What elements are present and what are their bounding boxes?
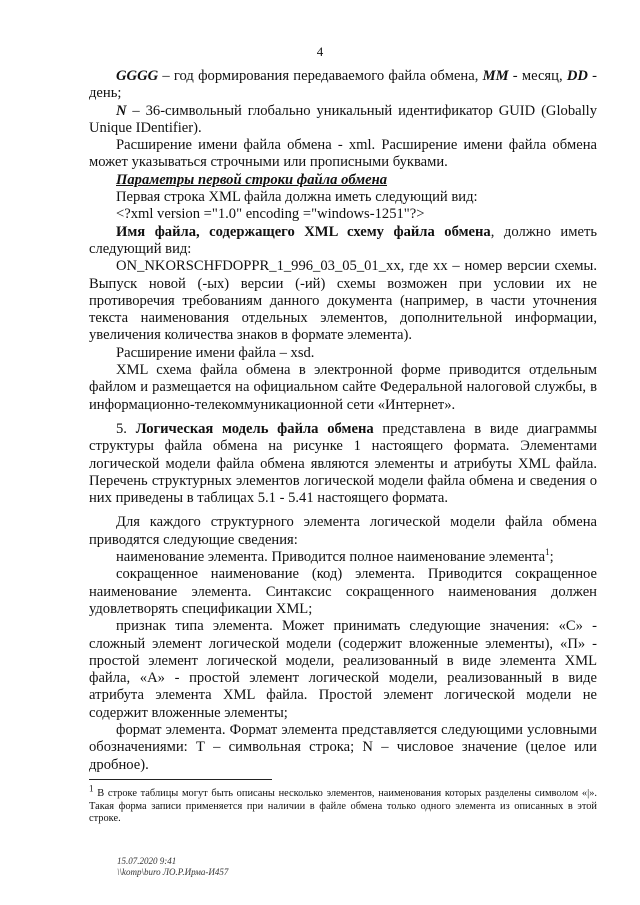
dd-term: DD [566, 68, 588, 84]
print-stamp-path: \\komp\buro ЛО.Р.Ирма-И457 [117, 867, 229, 877]
footnote [89, 783, 597, 826]
paragraph-extension-xml: Расширение имени файла обмена - xml. Расширение имени файла обмена может указываться строчными или прописными буквами. [89, 137, 597, 171]
print-stamp-date: 15.07.2020 9:41 [117, 856, 177, 866]
paragraph-guid [89, 103, 597, 138]
first-line-heading: Параметры первой строки файла обмена [116, 171, 388, 188]
schema-name-bold: Имя файла, содержащего XML схему файла обмена [116, 223, 491, 240]
element-name-end: ; [549, 549, 554, 566]
logical-model-bold: Логическая модель файла обмена [135, 420, 374, 437]
paragraph-schema-version: ON_NKORSCHFDOPPR_1_996_03_05_01_xx, где хх – номер версии схемы. Выпуск новой (-ых) версии (-ий) схемы возможен при условии их не противоречия требованиям данного документа (например, в части уточнения текста наименования отдельных элементов, дополнительной информации, увеличения количества знаков в формате элемента). [89, 258, 597, 344]
paragraph-element-info: Для каждого структурного элемента логической модели файла обмена приводятся следующие сведения: [89, 514, 597, 548]
mm-text: - месяц, [508, 68, 567, 84]
footnote-ref: 1 [545, 547, 550, 558]
footnote-body: В строке таблицы могут быть описаны несколько элементов, наименования которых разделены символом «|». Такая форма записи применяется при наличии в файле обмена только одного элемента из описанных в этой строке. [89, 788, 597, 824]
page-number: 4 [316, 44, 324, 59]
gggg-term: GGGG [116, 68, 159, 84]
paragraph-type-flag: признак типа элемента. Может принимать следующие значения: «С» - сложный элемент логической модели (содержит вложенные элементы), «П» - простой элемент логической модели, реализованный в виде элемента XML файла, «А» - простой элемент логической модели, реализованный в виде атрибута элемента XML файла. Простой элемент логической модели не содержит вложенные элементы; [89, 618, 597, 721]
n-term: N [116, 102, 127, 119]
paragraph-schema-publication: XML схема файла обмена в электронной форме приводится отдельным файлом и размещается на официальном сайте Федеральной налоговой службы, в информационно-телекоммуникационной сети «Интернет». [89, 362, 597, 413]
paragraph-logical-model [89, 421, 597, 507]
xml-declaration: <?xml version ="1.0" encoding ="windows-1251"?> [116, 206, 425, 223]
print-stamp [117, 856, 228, 878]
section-number: 5. [116, 420, 136, 437]
element-name-text: наименование элемента. Приводится полное наименование элемента [116, 549, 546, 566]
footnote-marker: 1 [89, 783, 94, 794]
schema-name-text: , должно иметь следующий вид: [89, 223, 597, 257]
logical-model-text: представлена в виде диаграммы структуры файла обмена на рисунке 1 настоящего формата. Элементами логической модели файла обмена являются элементы и атрибуты XML файла. Перечень структурных элементов логической модели файла обмена и сведения о них приведены в таблицах 5.1 - 5.41 настоящего формата. [89, 420, 597, 507]
gggg-text: – год формирования передаваемого файла обмена, [158, 68, 483, 84]
paragraph-first-line: Первая строка XML файла должна иметь следующий вид: [116, 189, 478, 206]
paragraph-short-name: сокращенное наименование (код) элемента. Приводится сокращенное наименование элемента. Синтаксис сокращенного наименования должен удовлетворять спецификации XML; [89, 566, 597, 617]
paragraph-extension-xsd: Расширение имени файла – xsd. [116, 344, 315, 361]
document-body [89, 68, 597, 774]
footnote-text [89, 783, 597, 826]
paragraph-format: формат элемента. Формат элемента представляется следующими условными обозначениями: Т – символьная строка; N – числовое значение (целое или дробное). [89, 721, 597, 773]
dd-text: - день; [89, 68, 598, 102]
section-heading-first-line [89, 172, 597, 189]
mm-term: MM [482, 68, 509, 84]
paragraph-element-name [89, 549, 597, 566]
footnote-divider [89, 779, 272, 780]
guid-text: – 36-символьный глобально уникальный идентификатор GUID (Globally Unique IDentifier). [89, 102, 597, 136]
paragraph-schema-name [89, 224, 597, 259]
paragraph-date-format [89, 68, 597, 103]
